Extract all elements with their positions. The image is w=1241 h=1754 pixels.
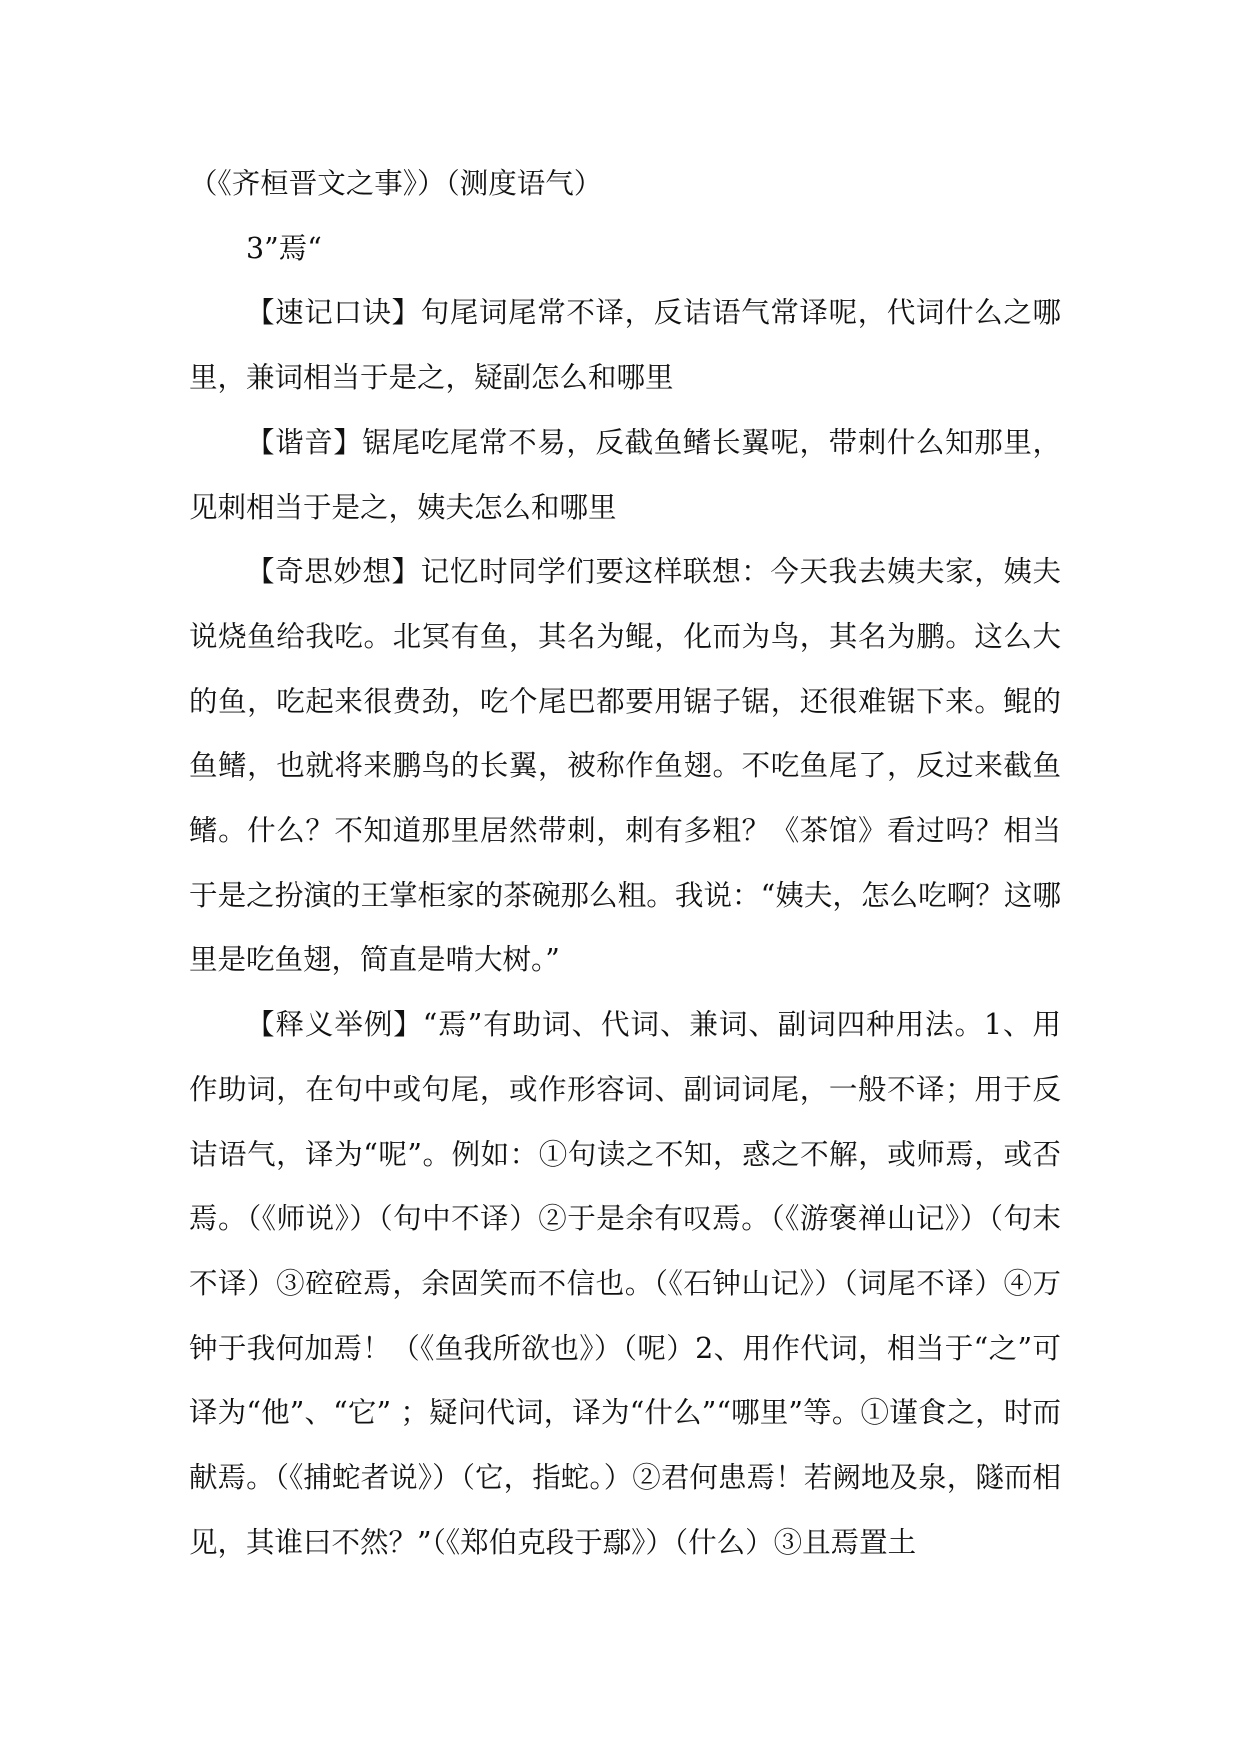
paragraph-homophone: 【谐音】锯尾吃尾常不易，反截鱼鳍长翼呢，带刺什么知那里，见刺相当于是之，姨夫怎么和哪里	[189, 425, 1061, 524]
paragraph-imagination: 【奇思妙想】记忆时同学们要这样联想：今天我去姨夫家，姨夫说烧鱼给我吃。北冥有鱼，其名为鲲，化而为鸟，其名为鹏。这么大的鱼，吃起来很费劲，吃个尾巴都要用锯子锯，还很难锯下来。鲲的鱼鳍，也就将来鹏鸟的长翼，被称作鱼翅。不吃鱼尾了，反过来截鱼鳍。什么？不知道那里居然带刺，刺有多粗？《茶馆》看过吗？相当于是之扮演的王掌柜家的茶碗那么粗。我说：“姨夫，怎么吃啊？这哪里是吃鱼翅，简直是啃大树。”	[189, 555, 1061, 977]
paragraph-heading-yan: 3”焉“	[246, 231, 322, 265]
paragraph-mnemonic: 【速记口诀】句尾词尾常不译，反诘语气常译呢，代词什么之哪里，兼词相当于是之，疑副怎么和哪里	[189, 296, 1061, 395]
paragraph-definition-examples: 【释义举例】“焉”有助词、代词、兼词、副词四种用法。1、用作助词，在句中或句尾，或作形容词、副词词尾，一般不译；用于反诘语气，译为“呢”。例如：①句读之不知，惑之不解，或师焉，或否焉。（《师说》）（句中不译）②于是余有叹焉。（《游褒禅山记》）（句末不译）③硿硿焉，余固笑而不信也。（《石钟山记》）（词尾不译）④万钟于我何加焉！（《鱼我所欲也》）（呢）2、用作代词，相当于“之”可译为“他”、“它” ；疑问代词，译为“什么”“哪里”等。①谨食之，时而献焉。（《捕蛇者说》）（它，指蛇。）②君何患焉！若阙地及泉，隧而相见，其谁曰不然？”（《郑伯克段于鄢》）（什么）③且焉置土	[189, 1008, 1061, 1559]
paragraph-citation: （《齐桓晋文之事》）（测度语气）	[189, 167, 603, 200]
document-body	[189, 152, 1061, 1575]
